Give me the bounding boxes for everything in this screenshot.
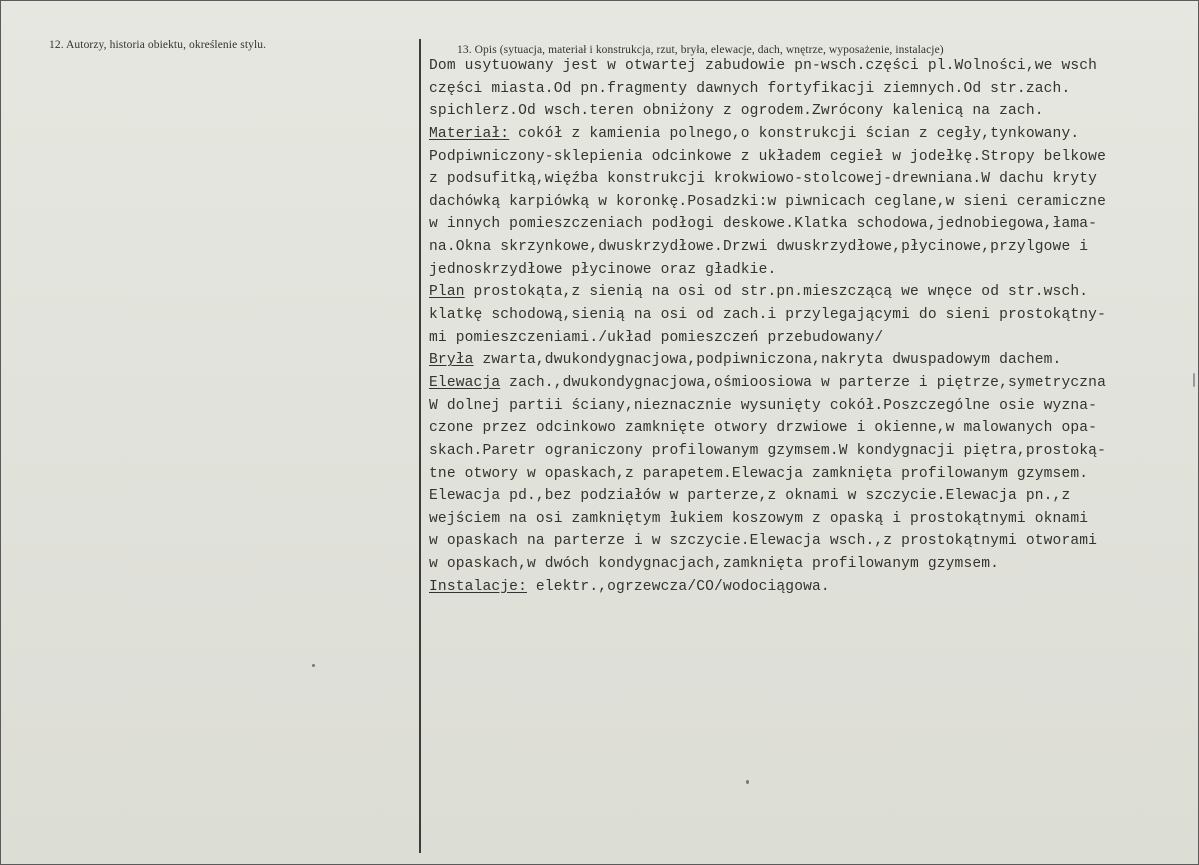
line-text: części miasta.Od pn.fragmenty dawnych fortyfikacji ziemnych.Od str.zach. — [429, 80, 1071, 97]
description-line — [429, 395, 1199, 418]
line-text: mi pomieszczeniami./układ pomieszczeń przebudowany/ — [429, 329, 884, 346]
description-line — [429, 553, 1199, 576]
description-line — [429, 349, 1199, 372]
description-line — [429, 485, 1199, 508]
description-line — [429, 372, 1199, 395]
column-divider — [419, 39, 421, 853]
section-heading: Bryła — [429, 352, 474, 369]
section-heading: Plan — [429, 284, 465, 301]
line-text: czone przez odcinkowo zamknięte otwory drzwiowe i okienne,w malowanych opa- — [429, 420, 1098, 437]
line-text: Podpiwniczony-sklepienia odcinkowe z układem cegieł w jodełkę.Stropy belkowe — [429, 148, 1106, 165]
line-text: na.Okna skrzynkowe,dwuskrzydłowe.Drzwi dwuskrzydłowe,płycinowe,przylgowe i — [429, 239, 1089, 256]
description-line — [429, 259, 1199, 282]
paper-mark — [1193, 373, 1195, 387]
line-text: Dom usytuowany jest w otwartej zabudowie pn-wsch.części pl.Wolności,we wsch — [429, 58, 1098, 74]
description-line — [429, 417, 1199, 440]
section-heading: Instalacje: — [429, 578, 527, 595]
description-line — [429, 530, 1199, 553]
line-text: w innych pomieszczeniach podłogi deskowe.Klatka schodowa,jednobiegowa,łama- — [429, 216, 1098, 233]
description-line — [429, 123, 1199, 146]
line-text: W dolnej partii ściany,nieznacznie wysunięty cokół.Poszczególne osie wyzna- — [429, 397, 1098, 414]
description-line — [429, 213, 1199, 236]
description-line — [429, 508, 1199, 531]
line-text: spichlerz.Od wsch.teren obniżony z ogrodem.Zwrócony kalenicą na zach. — [429, 103, 1044, 120]
line-text: skach.Paretr ograniczony profilowanym gzymsem.W kondygnacji piętra,prostoką- — [429, 442, 1106, 459]
description-text — [429, 55, 1199, 598]
description-line — [429, 78, 1199, 101]
field-13-label: 13. Opis (sytuacja, materiał i konstrukcja, rzut, bryła, elewacje, dach, wnętrze, wyposażenie, instalacje) — [457, 44, 944, 56]
paper-speck — [746, 780, 749, 784]
description-line — [429, 440, 1199, 463]
line-text: zwarta,dwukondygnacjowa,podpiwniczona,nakryta dwuspadowym dachem. — [473, 352, 1062, 369]
description-line — [429, 168, 1199, 191]
section-heading: Materiał: — [429, 125, 510, 142]
description-line — [429, 191, 1199, 214]
description-line — [429, 576, 1199, 599]
line-text: wejściem na osi zamkniętym łukiem koszowym z opaską i prostokątnymi oknami — [429, 510, 1089, 527]
line-text: klatkę schodową,sienią na osi od zach.i przylegającymi do sieni prostokątny- — [429, 307, 1106, 324]
line-text: elektr.,ogrzewcza/CO/wodociągowa. — [526, 578, 830, 595]
line-text: zach.,dwukondygnacjowa,ośmioosiowa w parterze i piętrze,symetryczna — [500, 374, 1106, 391]
description-line — [429, 463, 1199, 486]
description-line — [429, 55, 1199, 78]
line-text: w opaskach,w dwóch kondygnacjach,zamknięta profilowanym gzymsem. — [429, 556, 1000, 573]
line-text: jednoskrzydłowe płycinowe oraz gładkie. — [429, 261, 777, 278]
line-text: cokół z kamienia polnego,o konstrukcji ścian z cegły,tynkowany. — [509, 125, 1080, 142]
description-line — [429, 327, 1199, 350]
description-line — [429, 236, 1199, 259]
section-heading: Elewacja — [429, 374, 501, 391]
field-12-label: 12. Autorzy, historia obiektu, określenie stylu. — [49, 39, 267, 51]
line-text: tne otwory w opaskach,z parapetem.Elewacja zamknięta profilowanym gzymsem. — [429, 465, 1089, 482]
description-line — [429, 146, 1199, 169]
line-text: Elewacja pd.,bez podziałów w parterze,z oknami w szczycie.Elewacja pn.,z — [429, 488, 1071, 505]
line-text: dachówką karpiówką w koronkę.Posadzki:w piwnicach ceglane,w sieni ceramiczne — [429, 193, 1106, 210]
line-text: w opaskach na parterze i w szczycie.Elewacja wsch.,z prostokątnymi otworami — [429, 533, 1098, 550]
description-line — [429, 281, 1199, 304]
paper-speck — [312, 664, 315, 667]
description-line — [429, 100, 1199, 123]
line-text: z podsufitką,więźba konstrukcji krokwiowo-stolcowej-drewniana.W dachu kryty — [429, 171, 1098, 188]
description-line — [429, 304, 1199, 327]
line-text: prostokąta,z sienią na osi od str.pn.mieszczącą we wnęce od str.wsch. — [464, 284, 1089, 301]
